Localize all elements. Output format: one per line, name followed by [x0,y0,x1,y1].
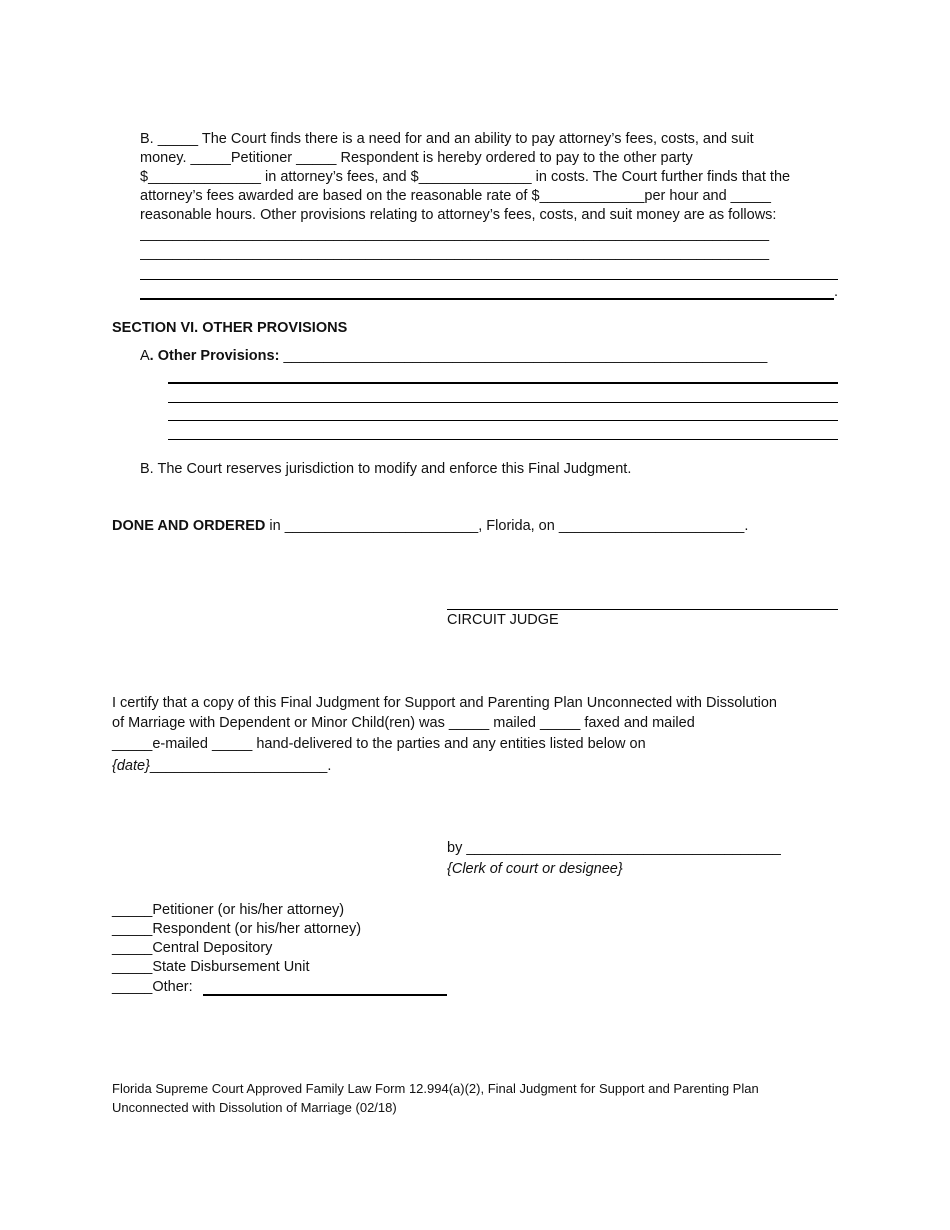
costs-amount-blank[interactable]: ______________ [418,169,532,185]
jurisdiction-text: B. The Court reserves jurisdiction to modify and enforce this Final Judgment. [140,461,632,477]
recipient-petitioner: _____Petitioner (or his/her attorney) [112,902,345,918]
footer-line-1: Florida Supreme Court Approved Family Law Form 12.994(a)(2), Final Judgment for Support and Parenting Plan [112,1081,759,1096]
other-provisions-write-line-4[interactable] [168,439,838,440]
other-provisions-line: A. Other Provisions: ____________________________________________________________ [140,348,768,364]
certificate-line-3: _____e-mailed _____ hand-delivered to the parties and any entities listed below on [112,736,646,752]
certificate-date-blank[interactable]: ______________________ [149,758,328,774]
fee-provisions-line-1[interactable]: ______________________________________________________________________________ [140,226,770,242]
recipient-petitioner-blank[interactable]: _____ [112,902,153,918]
recipient-central-depository-blank[interactable]: _____ [112,940,153,956]
fee-provisions-line-2[interactable]: ______________________________________________________________________________ [140,245,770,261]
recipient-other-blank[interactable]: _____ [112,979,153,995]
fees-line-1: B. _____ The Court finds there is a need for and an ability to pay attorney’s fees, costs, and suit [140,131,754,147]
fee-provisions-line-4[interactable] [140,298,834,300]
emailed-blank[interactable]: _____ [112,736,153,752]
faxed-blank[interactable]: _____ [539,715,581,731]
fees-line-4: attorney’s fees awarded are based on the reasonable rate of $_____________per hour and _____ [140,188,771,204]
county-blank[interactable]: ________________________ [284,518,479,534]
clerk-signature-line: by _______________________________________ [447,840,781,856]
fee-provisions-line-3[interactable] [140,279,838,280]
other-provisions-blank[interactable]: ____________________________________________________________ [283,348,768,364]
other-provisions-write-line-1[interactable] [168,382,838,384]
other-provisions-label: . Other Provisions: [149,348,280,364]
hand-delivered-blank[interactable]: _____ [211,736,253,752]
date-label: {date} [112,758,150,774]
fees-line-3: $______________ in attorney’s fees, and $______________ in costs. The Court further finds that the [140,169,791,185]
hourly-rate-blank[interactable]: _____________ [539,188,645,204]
fees-line-2: money. _____Petitioner _____ Respondent is hereby ordered to pay to the other party [140,150,693,166]
recipient-respondent-blank[interactable]: _____ [112,921,153,937]
section-vi-heading: SECTION VI. OTHER PROVISIONS [112,320,348,336]
recipient-sdu: _____State Disbursement Unit [112,959,310,975]
fees-need-blank[interactable]: _____ [157,131,199,147]
clerk-signature-blank[interactable]: _______________________________________ [466,840,781,856]
certificate-line-2: of Marriage with Dependent or Minor Child(ren) was _____ mailed _____ faxed and mailed [112,715,695,731]
attorney-fees-amount-blank[interactable]: ______________ [148,169,261,185]
hours-blank[interactable]: _____ [730,188,771,204]
certificate-line-1: I certify that a copy of this Final Judgment for Support and Parenting Plan Unconnected with Dissolution [112,695,777,711]
fee-provisions-period: . [834,284,839,300]
order-date-blank[interactable]: _______________________ [558,518,745,534]
recipient-sdu-blank[interactable]: _____ [112,959,153,975]
other-provisions-write-line-3[interactable] [168,420,838,421]
recipient-respondent: _____Respondent (or his/her attorney) [112,921,362,937]
fees-line-5: reasonable hours. Other provisions relating to attorney’s fees, costs, and suit money are as follows: [140,207,777,223]
certificate-date-line: {date}______________________. [112,758,332,774]
circuit-judge-label: CIRCUIT JUDGE [447,612,559,628]
recipient-central-depository: _____Central Depository [112,940,273,956]
clerk-label: {Clerk of court or designee} [447,861,623,877]
petitioner-pays-blank[interactable]: _____ [190,150,231,166]
recipient-other: _____Other: [112,979,193,995]
done-ordered-label: DONE AND ORDERED [112,518,266,534]
mailed-blank[interactable]: _____ [448,715,490,731]
respondent-pays-blank[interactable]: _____ [296,150,337,166]
other-provisions-write-line-2[interactable] [168,402,838,403]
judge-signature-line[interactable] [447,609,838,610]
recipient-other-line[interactable] [203,994,447,996]
footer-line-2: Unconnected with Dissolution of Marriage (02/18) [112,1100,397,1115]
done-ordered-line: DONE AND ORDERED in ________________________, Florida, on _______________________. [112,518,749,534]
